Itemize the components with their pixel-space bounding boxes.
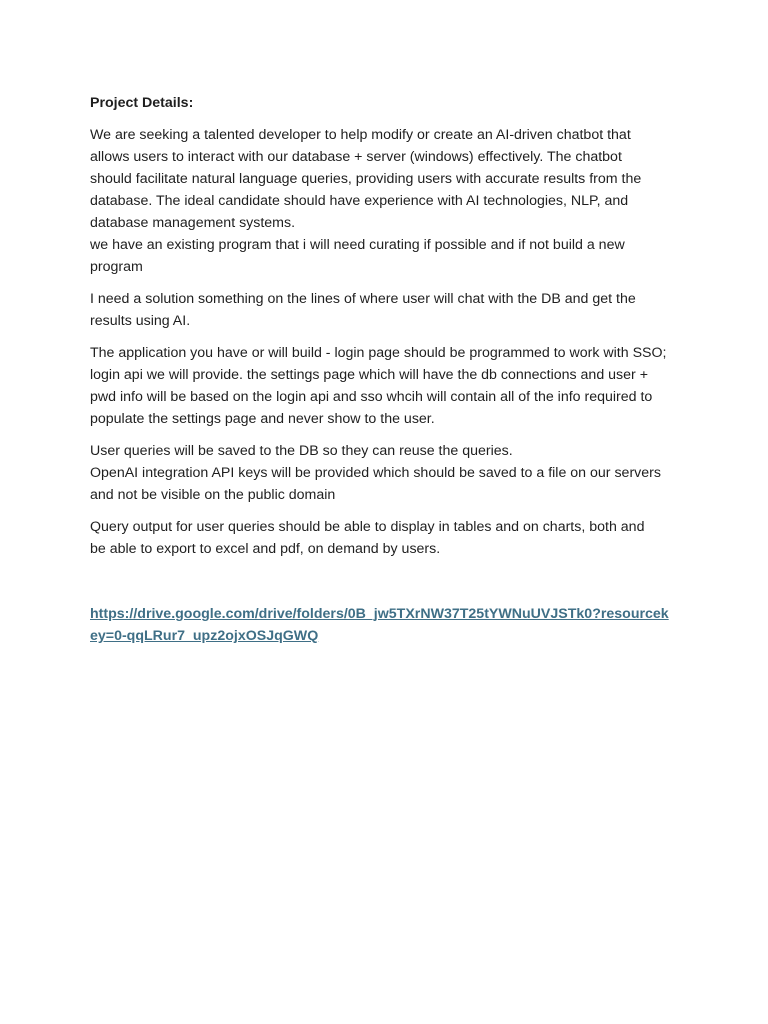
paragraph-output: [90, 516, 682, 560]
text-line: I need a solution something on the lines of where user will chat with the DB and get the: [90, 291, 636, 307]
text-line: allows users to interact with our database + server (windows) effectively. The chatbot: [90, 149, 622, 165]
text-line: be able to export to excel and pdf, on demand by users.: [90, 541, 441, 557]
text-line: database. The ideal candidate should have experience with AI technologies, NLP, and: [90, 193, 629, 209]
text-line: User queries will be saved to the DB so they can reuse the queries.: [90, 443, 513, 459]
text-line: and not be visible on the public domain: [90, 487, 336, 503]
google-drive-link[interactable]: [90, 603, 682, 647]
text-line: database management systems.: [90, 215, 296, 231]
paragraph-application: [90, 342, 682, 430]
text-line: populate the settings page and never show to the user.: [90, 411, 435, 427]
text-line: should facilitate natural language queries, providing users with accurate results from the: [90, 171, 642, 187]
link-line[interactable]: ey=0-qqLRur7_upz2ojxOSJqGWQ: [90, 628, 319, 644]
text-line: pwd info will be based on the login api and sso whcih will contain all of the info required to: [90, 389, 653, 405]
document-body: [90, 92, 682, 647]
document-heading: Project Details:: [90, 95, 194, 111]
text-line: Query output for user queries should be able to display in tables and on charts, both and: [90, 519, 645, 535]
link-line[interactable]: https://drive.google.com/drive/folders/0B_jw5TXrNW37T25tYWNuUVJSTk0?resourcek: [90, 606, 669, 622]
text-line: We are seeking a talented developer to help modify or create an AI-driven chatbot that: [90, 127, 631, 143]
blank-line: [90, 570, 682, 603]
paragraph-queries: [90, 440, 682, 506]
text-line: we have an existing program that i will need curating if possible and if not build a new: [90, 237, 625, 253]
text-line: login api we will provide. the settings page which will have the db connections and user +: [90, 367, 648, 383]
paragraph-solution: [90, 288, 682, 332]
text-line: program: [90, 259, 143, 275]
text-line: The application you have or will build - login page should be programmed to work with SSO;: [90, 345, 667, 361]
text-line: OpenAI integration API keys will be provided which should be saved to a file on our servers: [90, 465, 661, 481]
paragraph-intro: [90, 124, 682, 278]
text-line: results using AI.: [90, 313, 191, 329]
